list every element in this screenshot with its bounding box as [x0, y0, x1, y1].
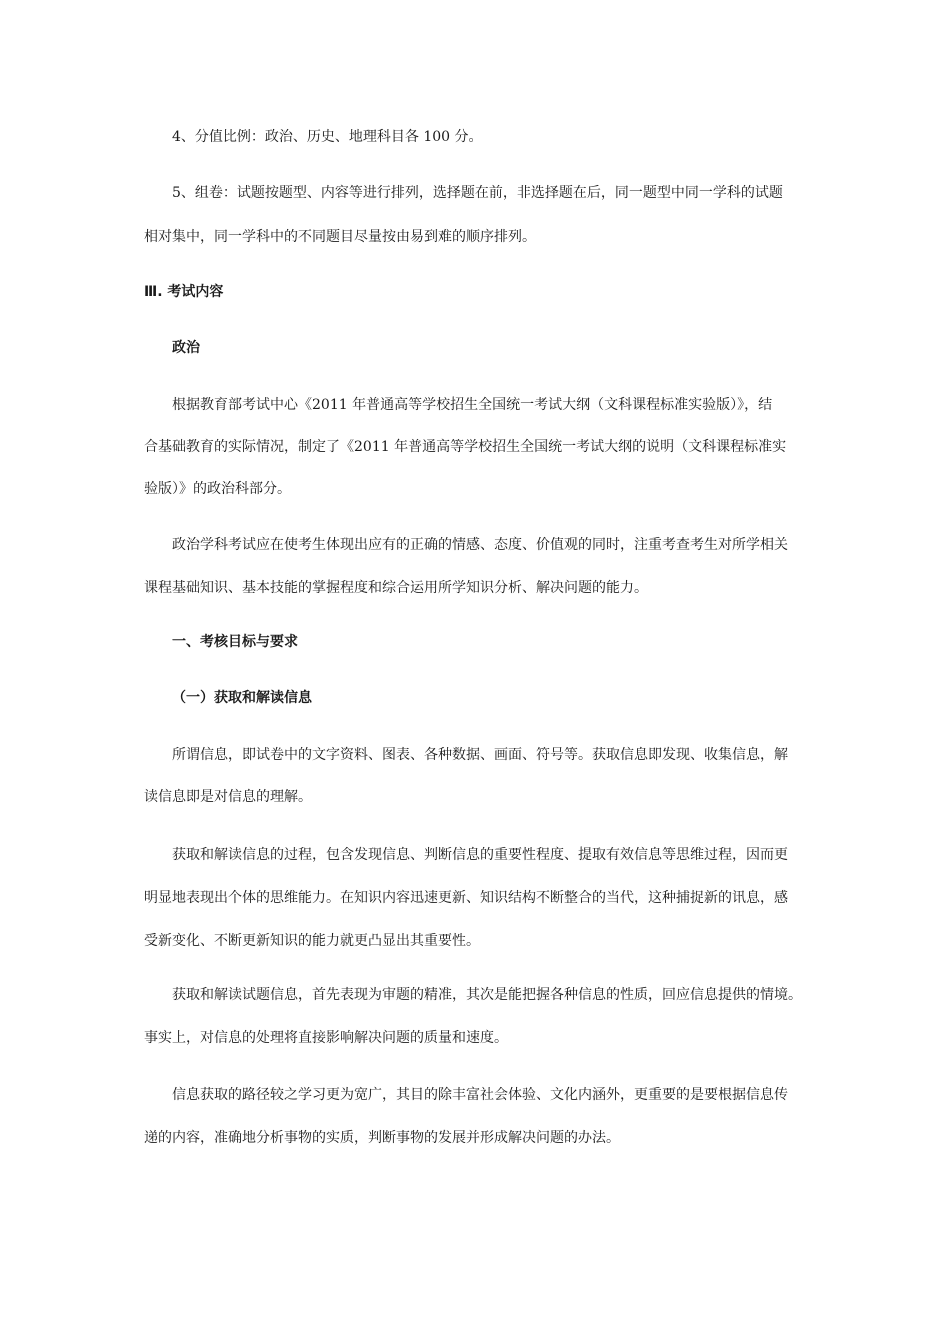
paragraph-score-ratio	[144, 124, 820, 150]
text-line: 获取和解读信息的过程，包含发现信息、判断信息的重要性程度、提取有效信息等思维过程，因而更	[172, 847, 788, 863]
text-line: 验版）》的政治科部分。	[144, 481, 291, 497]
text-line: 递的内容，准确地分析事物的实质，判断事物的发展并形成解决问题的办法。	[144, 1130, 620, 1146]
text-line: 5、组卷：试题按题型、内容等进行排列，选择题在前，非选择题在后，同一题型中同一学科的试题	[172, 185, 783, 201]
text-line: 4、分值比例：政治、历史、地理科目各 100 分。	[172, 129, 483, 145]
text-line: 读信息即是对信息的理解。	[144, 789, 312, 805]
paragraph-paper-assembly	[144, 180, 820, 250]
paragraph-info-process	[144, 842, 820, 954]
paragraph-info-definition	[144, 742, 820, 810]
paragraph-politics-exam-goal	[144, 532, 820, 601]
text-line: 根据教育部考试中心《2011 年普通高等学校招生全国统一考试大纲（文科课程标准实验版）》，结	[172, 397, 773, 413]
text-line: 课程基础知识、基本技能的掌握程度和综合运用所学知识分析、解决问题的能力。	[144, 580, 648, 596]
heading-obtain-interpret-info: （一）获取和解读信息	[172, 690, 312, 706]
section-heading-exam-content: Ⅲ. 考试内容	[144, 284, 224, 300]
paragraph-info-question	[144, 982, 820, 1051]
text-line: 受新变化、不断更新知识的能力就更凸显出其重要性。	[144, 933, 480, 949]
text-line: 所谓信息，即试卷中的文字资料、图表、各种数据、画面、符号等。获取信息即发现、收集信息，解	[172, 747, 788, 763]
text-line: 事实上，对信息的处理将直接影响解决问题的质量和速度。	[144, 1030, 508, 1046]
text-line: 明显地表现出个体的思维能力。在知识内容迅速更新、知识结构不断整合的当代，这种捕捉新的讯息，感	[144, 890, 788, 906]
paragraph-syllabus-basis	[144, 392, 820, 502]
subject-heading-politics: 政治	[172, 340, 200, 356]
text-line: 信息获取的路径较之学习更为宽广，其目的除丰富社会体验、文化内涵外，更重要的是要根据信息传	[172, 1087, 788, 1103]
heading-assessment-objectives: 一、考核目标与要求	[172, 634, 298, 650]
text-line: 政治学科考试应在使考生体现出应有的正确的情感、态度、价值观的同时，注重考查考生对所学相关	[172, 537, 788, 553]
paragraph-info-path	[144, 1082, 820, 1151]
text-line: 相对集中，同一学科中的不同题目尽量按由易到难的顺序排列。	[144, 229, 536, 245]
text-line: 获取和解读试题信息，首先表现为审题的精准，其次是能把握各种信息的性质，回应信息提供的情境。	[172, 987, 802, 1003]
text-line: 合基础教育的实际情况，制定了《2011 年普通高等学校招生全国统一考试大纲的说明（文科课程标准实	[144, 439, 787, 455]
